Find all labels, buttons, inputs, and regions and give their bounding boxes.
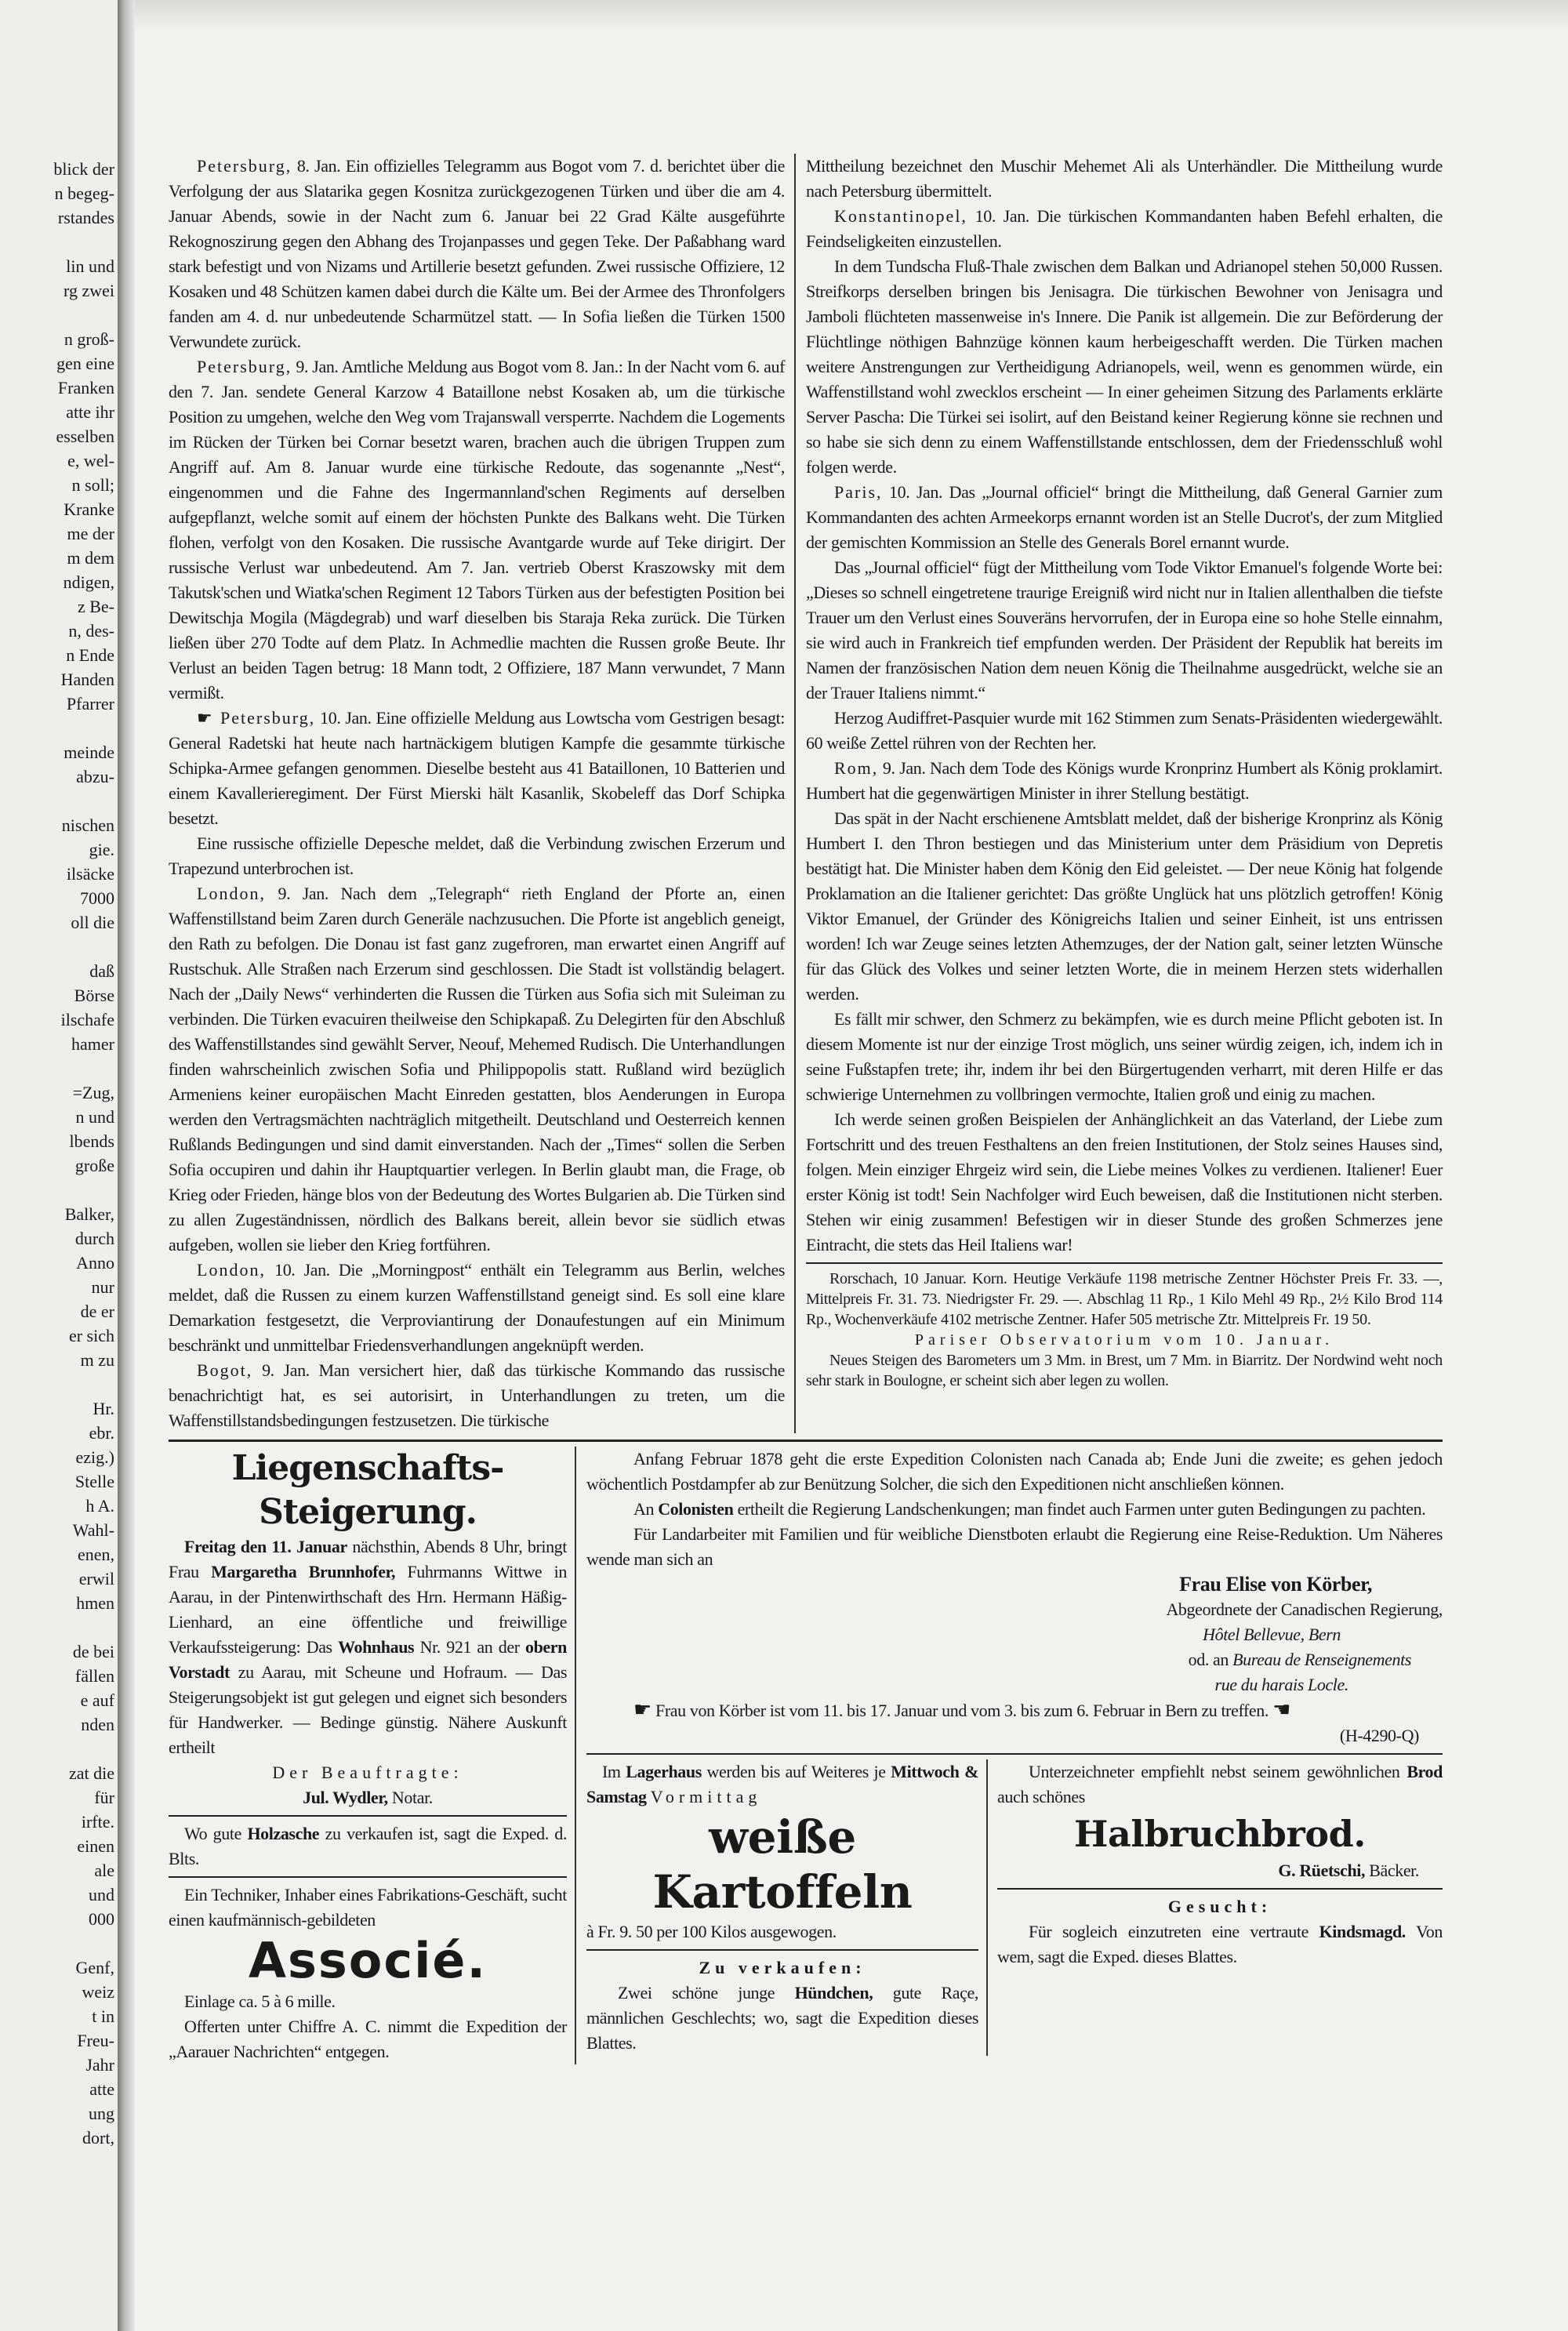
article-dateline: London, [197,1260,266,1280]
fragment-line: 7000 [80,888,114,908]
fragment-line: n groß- [64,329,114,349]
page-fold-shadow [118,0,135,2331]
pointing-hand-icon: ☛ [633,1698,652,1721]
canada-text: ertheilt die Regierung Landschenkungen; man findet auch Farmen unter guten Bedingungen zu pachten. [737,1499,1426,1519]
fragment-line: Franken [57,378,114,398]
fragment-line [53,1056,118,1080]
article-text: Herzog Audiffret-Pasquier wurde mit 162 Stimmen zum Senats-Präsidenten wiedergewählt. 60 weiße Zettel rühren von der Rechten her. [806,708,1443,753]
fragment-line: n und [75,1107,114,1127]
article-text: 9. Jan. Nach dem Tode des Königs wurde Kronprinz Humbert als König proklamirt. Humbert hat die gegenwärtigen Minister in ihrer Stellung bestätigt. [806,758,1443,803]
article-text: 10. Jan. Eine offizielle Meldung aus Lowtscha vom Gestrigen besagt: General Radetski hat heute nach hartnäckigem blutigen Kampfe die gesammte türkische Schipka-Armee gefangen genommen. Dieselbe besteht aus 41 Bataillonen, 10 Batterien und einem Kavallerieregiment. Der Fürst Mierski hält Kasanlik, Skobeleff das Dorf Schipka besetzt. [169,708,786,828]
fragment-line: große [74,1156,114,1175]
potatoes-text: Vormittag [650,1787,762,1806]
ash-item: Holzasche [247,1824,320,1843]
fragment-line: n, des- [68,621,114,641]
auction-text: Nr. 921 an der [419,1637,520,1657]
fragment-line: esselben [56,427,114,446]
fragment-line: hamer [71,1034,114,1054]
fragment-line: gie. [89,840,114,859]
ads-separator [169,1440,1443,1442]
article-dateline: ☛ Petersburg, [197,708,316,728]
auction-title: Liegenschafts-Steigerung. [231,1448,504,1532]
fragment-line: 000 [89,1909,114,1929]
fragment-line: erwil [78,1569,114,1588]
pointing-hand-icon: ☚ [1272,1698,1291,1721]
fragment-line: zat die [68,1763,114,1783]
fragment-line: t in [92,2006,114,2026]
article [169,1358,785,1433]
article-dateline: Petersburg, [197,156,292,176]
maid-text: Von wem, sagt die Exped. dieses Blattes. [997,1922,1443,1966]
ad-divider [586,1949,978,1951]
fragment-line: Hr. [93,1399,114,1418]
ad-divider [169,1876,567,1878]
previous-page-fragments [53,157,118,2150]
market-report: Rorschach, 10 Januar. Korn. Heutige Verkäufe 1198 metrische Zentner Höchster Preis Fr. 33. —, Mittelpreis Fr. 31. 73. Niedrigster Fr. 29. —. Abschlag 11 Rp., 1 Kilo Mehl 49 Rp., 2½ Kilo Brod 114 Rp., Wochenverkäufe 4102 metrische Zentner. Hafer 505 metrische Ztr. Mittelpreis Fr. 19 50. [806,1270,1443,1328]
canada-note: Frau von Körber ist vom 11. bis 17. Januar und vom 3. bis zum 6. Februar in Bern zu treffen. [655,1701,1269,1720]
fragment-line [53,1931,118,1955]
auction-agent-title: Notar. [391,1788,433,1807]
fragment-line: Jahr [85,2055,114,2075]
ad-ash [169,1821,567,1872]
ad-column-left [169,1447,576,2064]
fragment-line: Freu- [77,2031,114,2050]
fragment-line: Börse [74,986,114,1005]
fragment-line: n soll; [71,475,114,495]
fragment-line: Stelle [74,1472,114,1491]
article-text: Eine russische offizielle Depesche meldet, daß die Verbindung zwischen Erzerum und Trapezund unterbrochen ist. [169,833,785,878]
fragment-line: ndigen, [63,572,114,592]
small-ads-row [586,1759,1443,2056]
fragment-line: ebr. [89,1423,114,1443]
fragment-line: Wahl- [72,1520,114,1540]
fragment-line: de er [80,1302,114,1321]
fragment-line: ezig.) [75,1447,114,1467]
article [169,706,785,831]
maid-text: Für sogleich einzutreten eine vertraute [1029,1922,1308,1941]
bread-baker-title: Bäcker. [1369,1861,1419,1880]
canada-p3: Für Landarbeiter mit Familien und für weibliche Dienstboten erlaubt die Regierung eine Reise-Reduktion. Um Näheres wende man sich an [586,1524,1443,1569]
newspaper-page [169,154,1443,2064]
fragment-line: fällen [74,1666,114,1686]
fragment-line: n begeg- [54,183,114,203]
auction-owner: Margaretha Brunnhofer, [211,1562,396,1581]
auction-agent-label: Der Beauftragte: [272,1763,463,1782]
canada-contact-name: Frau Elise von Körber, [1179,1573,1372,1596]
news-column-1 [169,154,796,1433]
article-text: 9. Jan. Man versichert hier, daß das türkische Kommando das russische benachrichtigt hat, es sei autorisirt, in Unterhandlungen zu treten, um die Waffenstillstandsbedingungen festzusetzen. Die türkische [169,1360,785,1430]
potatoes-text: Im [602,1762,621,1781]
fragment-line [53,230,118,254]
article [806,254,1443,480]
article-dateline: Rom, [834,758,879,778]
page-top-edge [135,0,1568,31]
fragment-line: atte ihr [66,402,114,422]
bread-baker: G. Rüetschi, [1278,1861,1366,1880]
ad-potatoes [586,1759,988,2056]
ad-divider [997,1888,1443,1890]
puppies-text: Zwei schöne junge [618,1983,775,2002]
section-rule [806,1262,1443,1264]
article-text: Ich werde seinen großen Beispielen der Anhänglichkeit an das Vaterland, der Liebe zum Fortschritt und des treuen Festhaltens an den freien Institutionen, der Stolz seines Hauses sind, folgen. Mein einziger Ehrgeiz wird sein, die Liebe meines Volkes zu verdienen. Italiener! Euer erster König ist todt! Sein Nachfolger wird Euch beweisen, daß die Institutionen nicht sterben. Stehen wir einig zusammen! Befestigen wir in dieser Stunde des großen Schmerzes jene Eintracht, die stets das Heil Italiens war! [806,1109,1443,1254]
auction-agent: Jul. Wydler, [303,1788,388,1807]
news-section [169,154,1443,1433]
article-text: Das spät in der Nacht erschienene Amtsblatt meldet, daß der bisherige Kronprinz als König Humbert I. den Thron bestiegen und das Ministerium unter dem Präsidium von Depretis bestätigt hat. Die Minister haben dem König den Eid geleistet. — Der neue König hat folgende Proklamation an die Italiener gerichtet: Das größte Unglück hat uns plötzlich getroffen! König Viktor Emanuel, der Gründer des Königreichs Italien und seiner Einheit, ist uns entrissen worden! Ich war Zeuge seines letzten Athemzuges, der der Nation galt, seiner letzten Wünsche für das Glück des Volkes und seiner letzten Worte, die in meinem Herzen stets widerhallen werden. [806,808,1443,1004]
potatoes-headline: weiße Kartoffeln [652,1810,913,1919]
auction-text: Fuhrmanns Wittwe in Aarau, in der Pintenwirthschaft des Hrn. Hermann Häßig-Lienhard, an eine öffentliche und freiwillige Verkaufssteigerung: Das [169,1562,567,1657]
puppies-title: Zu verkaufen: [699,1958,866,1977]
article [806,806,1443,1007]
auction-date: Freitag den 11. Januar [184,1537,347,1556]
fragment-line [53,716,118,740]
ash-text: Wo gute [184,1824,241,1843]
fragment-line: n Ende [66,645,114,665]
article [806,204,1443,254]
fragment-line: dort, [82,2128,114,2148]
fragment-line: =Zug, [72,1083,114,1102]
bread-text: Unterzeichneter empfiehlt nebst seinem gewöhnlichen [1029,1762,1400,1781]
article-text: Das „Journal officiel“ fügt der Mittheilung vom Tode Viktor Emanuel's folgende Worte bei: „Dieses so schnell eingetretene traurige Ereigniß wird nicht nur in Italien allenthalben die tiefste Trauer um den Verlust eines Souveräns hervorrufen, der in Europa eine so hohe Stelle einnahm, sie wird auch in Frankreich tief empfunden werden. Der Präsident der Republik hat bereits im Namen der französischen Nation dem neuen König die Theilnahme ausgedrückt, welche sie an der Trauer Italiens nimmt.“ [806,557,1443,703]
bread-text: auch schönes [997,1787,1085,1806]
article [806,555,1443,706]
fragment-line: e auf [80,1690,114,1710]
ash-text: zu verkaufen ist, sagt die Exped. d. Blts. [169,1824,567,1868]
news-column-2-articles [806,154,1443,1258]
potatoes-price: à Fr. 9. 50 per 100 Kilos ausgewogen. [586,1922,837,1941]
fragment-line: Balker, [64,1204,114,1224]
observatory-title: Pariser Observatorium vom 10. Januar. [914,1331,1334,1349]
fragment-line: ilschafe [60,1010,114,1029]
fragment-line [53,935,118,959]
fragment-line: ilsäcke [66,864,114,884]
fragment-line: einen [77,1836,114,1856]
fragment-line [53,789,118,813]
fragment-line: daß [89,961,114,981]
auction-text: zu Aarau, mit Scheune und Hofraum. — Das Steigerungsobjekt ist gut gelegen und eignet sich besonders für Handwerker. — Bedinge günstig. Nähere Auskunft ertheilt [169,1662,568,1757]
fragment-line: ung [89,2104,114,2123]
article [169,154,785,354]
fragment-line [53,303,118,327]
fragment-line: oll die [71,913,114,932]
fragment-line: Pfarrer [66,694,114,713]
article-text: 10. Jan. Das „Journal officiel“ bringt die Mittheilung, daß General Garnier zum Kommandanten des achten Armeekorps ernannt worden ist an Stelle Ducrot's, der zum Mitglied der gemischten Kommission an Stelle des Generals Borel ernannt wurde. [806,482,1443,552]
ad-divider [169,1815,567,1817]
fragment-line: e, wel- [67,451,114,470]
article [169,1258,785,1358]
fragment-line: z Be- [77,597,114,616]
article-text: 9. Jan. Amtliche Meldung aus Bogot vom 8. Jan.: In der Nacht vom 6. auf den 7. Jan. sendete General Karzow 4 Bataillone nebst Kosaken ab, um die türkische Position zu umgehen, welche den Weg vom Trajanswall versperrte. Nachdem die Logements im Rücken der Türken bei Cornar besetzt waren, brachen auch die übrigen Truppen zum Angriff auf. Am 8. Januar wurde eine türkische Redoute, das sogenannte „Nest“, eingenommen und die Fahne des Ingermannland'schen Regiments auf derselben aufgepflanzt, welche somit auf einem der höchsten Punkte des Balkans weht. Die Türken flohen, verfolgt von den Kosaken. Die russische Avantgarde wurde auf Teke dirigirt. Der russische Verlust war unbedeutend. Am 7. Jan. vertrieb Oberst Kraszowsky mit dem Takutsk'schen und Wiatka'schen Regiment 12 Tabors Türken aus der befestigten Position bei Dewitschja Mogila (Mägdegrab) und warf dieselben bis Staraja Reka zurück. Die Türken ließen über 270 Todte auf dem Platz. In Achmedlie machten die Russen große Beute. Ihr Verlust an beiden Tagen betrug: 18 Mann todt, 2 Offiziere, 187 Mann verwundet, 7 Mann vermißt. [169,357,785,703]
article-text: Mittheilung bezeichnet den Muschir Mehemet Ali als Unterhändler. Die Mittheilung wurde nach Petersburg übermittelt. [806,156,1443,201]
article-text: In dem Tundscha Fluß-Thale zwischen dem Balkan und Adrianopel stehen 50,000 Russen. Streifkorps derselben bringen bis Jenisagra. Die türkischen Bewohner von Jenisagra und Jamboli flüchteten massenweise in's Innere. Die Panik ist allgemein. Die zur Beförderung der Flüchtlinge nöthigen Bahnzüge können kaum herbeigeschafft werden. Die Türken machen weitere Anstrengungen zur Vertheidigung Adrianopels, weil, wenn es genommen würde, ein Waffenstillstand wohl zwecklos erscheint — In einer geheimen Sitzung des Parlaments erklärte Server Pascha: Die Türkei sei isolirt, auf den Beistand keiner Regierung könne sie rechnen und so habe sie sich denn zu einem Waffenstillstande entschlossen, dem der Friedensschluß wohl folgen werde. [806,256,1443,477]
canada-colonists: Colonisten [658,1499,734,1519]
maid-title: Gesucht: [1167,1897,1272,1916]
auction-text: nächsthin, Abends 8 Uhr, bringt Frau [169,1537,567,1581]
fragment-line [53,1737,118,1761]
ad-column-right [576,1447,1443,2056]
ad-bread [988,1759,1443,1970]
fragment-line: lin und [66,256,114,276]
fragment-line: m zu [80,1350,114,1370]
bread-headline: Halbruchbrod. [1073,1813,1367,1855]
fragment-line: durch [74,1229,114,1248]
article [806,480,1443,555]
associe-deposit: Einlage ca. 5 à 6 mille. [184,1992,336,2011]
article [806,1007,1443,1107]
article-dateline: Bogot, [197,1360,253,1380]
fragment-line [53,1615,118,1639]
canada-street: rue du harais Locle. [1214,1675,1348,1694]
ads-section [169,1447,1443,2064]
fragment-line: nischen [61,815,114,835]
fragment-line: rstandes [57,208,114,227]
article-dateline: Petersburg, [197,357,292,376]
fragment-line: nur [91,1277,114,1297]
fragment-line: blick der [53,159,114,179]
fragment-line: Handen [60,670,114,689]
ad-associe [169,1883,567,2064]
fragment-line: Genf, [75,1958,114,1977]
fragment-line [53,1372,118,1396]
article [806,154,1443,204]
fragment-line: abzu- [76,767,114,786]
previous-page-edge [0,0,118,2331]
associe-offers: Offerten unter Chiffre A. C. nimmt die Expedition der „Aarauer Nachrichten“ entgegen. [169,2017,567,2061]
potatoes-text: werden bis auf Weiteres je [706,1762,886,1781]
canada-or: od. an [1188,1650,1229,1669]
potatoes-days: Mittwoch & Samstag [586,1762,978,1806]
associe-intro: Ein Techniker, Inhaber eines Fabrikations-Geschäft, sucht einen kaufmännisch-gebildeten [169,1885,567,1930]
ad-auction [169,1447,567,1810]
bread-item: Brod [1406,1762,1443,1781]
potatoes-place: Lagerhaus [626,1762,702,1781]
maid-item: Kindsmagd. [1319,1922,1406,1941]
fragment-line: enen, [77,1545,114,1564]
fragment-line: nden [81,1715,114,1734]
canada-p1: Anfang Februar 1878 geht die erste Expedition Colonisten nach Canada ab; Ende Juni die zweite; es gehen jedoch wöchentlich Postdampfer ab zur Benützung Solcher, die sich den Expeditionen nicht anschließen können. [586,1449,1443,1494]
fragment-line: lbends [69,1131,114,1151]
canada-contact-role: Abgeordnete der Canadischen Regierung, [1166,1599,1443,1619]
canada-hotel: Hôtel Bellevue, Bern [1203,1625,1341,1644]
fragment-line: gen eine [56,354,114,373]
fragment-line: Anno [76,1253,114,1273]
article-dateline: Konstantinopel, [834,206,967,226]
fragment-line: m dem [67,548,114,568]
fragment-line [53,1178,118,1202]
article-dateline: Paris, [834,482,883,502]
article-text: Es fällt mir schwer, den Schmerz zu bekämpfen, wie es durch meine Pflicht geboten ist. In diesem Momente ist nur der einzige Trost möglich, uns seiner würdig zeigen, ich, indem ich in seine Fußstapfen trete; ihr, indem ihr bei den Bürgertugenden verharrt, mit deren Hilfe er das schwierige Unternehmen zu vollbringen vermochte, Italien groß und einig zu machen. [806,1009,1443,1104]
fragment-line: ale [94,1861,114,1880]
canada-text: An [633,1499,655,1519]
fragment-line: er sich [68,1326,114,1345]
fragment-line: Kranke [64,499,114,519]
article-text: 10. Jan. Die „Morningpost“ enthält ein Telegramm aus Berlin, welches meldet, daß die Russen zu einem kurzen Waffenstillstand geneigt sind. Es soll eine klare Demarkation festgesetzt, die Verproviantirung der Donaufestungen auf ein Minimum beschränkt und unmittelbar Friedensverhandlungen angeknüpft werden. [169,1260,785,1355]
ad-canada-emigration [586,1447,1443,1748]
fragment-line: und [89,1885,114,1904]
fragment-line: me der [67,524,114,543]
fragment-line: für [94,1788,114,1807]
puppies-item: Hündchen, [794,1983,873,2002]
canada-code: (H-4290-Q) [1339,1726,1419,1745]
auction-location: obern Vorstadt [169,1637,568,1682]
fragment-line: atte [89,2079,114,2099]
observatory-report: Neues Steigen des Barometers um 3 Mm. in Brest, um 7 Mm. in Biarritz. Der Nordwind weht noch sehr stark in Boulogne, er scheint sich aber legen zu wollen. [806,1352,1443,1389]
ad-divider [586,1753,1443,1755]
article [806,756,1443,806]
canada-bureau: Bureau de Renseignements [1232,1650,1411,1669]
puppies-text: gute Raçe, männlichen Geschlechts; wo, sagt die Expedition dieses Blattes. [586,1983,978,2053]
article-text: 8. Jan. Ein offizielles Telegramm aus Bogot vom 7. d. berichtet über die Verfolgung der aus Slatarika gegen Kosnitza zurückgezogenen Türken und über die am 4. Januar Abends, sowie in der Nacht zum 6. Januar bei 22 Grad Kälte ausgeführte Rekognoszirung gegen den Abhang des Trojanpasses und gegen Teke. Der Paßabhang ward stark befestigt und von Nizams und Artillerie besetzt gefunden. Zwei russische Offiziere, 12 Kosaken und 48 Schützen kamen dabei durch die Kälte um. Bei der Armee des Thronfolgers fanden am 4. d. nur unbedeutende Scharmützel statt. — In Sofia ließen die Türken 1500 Verwundete zurück. [169,156,786,351]
auction-house: Wohnhaus [338,1637,415,1657]
associe-headline: Associé. [249,1932,487,1989]
fragment-line: rg zwei [64,281,114,300]
fragment-line: weiz [82,1982,114,2002]
article [169,881,785,1258]
article-text: 10. Jan. Die türkischen Kommandanten haben Befehl erhalten, die Feindseligkeiten einzustellen. [806,206,1443,251]
fragment-line: hmen [76,1593,114,1613]
fragment-line: h A. [85,1496,114,1516]
fragment-line: meinde [64,743,114,762]
article-dateline: London, [197,884,266,903]
article [806,706,1443,756]
article [806,1107,1443,1258]
article-text: 9. Jan. Nach dem „Telegraph“ rieth England der Pforte an, einen Waffenstillstand beim Zaren durch Generäle nachzusuchen. Die Pforte ist angeblich geneigt, den Rath zu befolgen. Die Donau ist fast ganz zugefroren, man erwartet einen Angriff auf Rustschuk. Alle Straßen nach Erzerum sind geschlossen. Die Stadt ist vollständig belagert. Nach der „Daily News“ verhinderten die Russen die Türken aus Sofia sich mit Suleiman zu verbinden. Die Türken evacuiren theilweise den Schipkapaß. Zu Delegirten für den Abschluß des Waffenstillstandes sind gewählt Server, Neouf, Mehemed Rudisch. Die Unterhandlungen finden wahrscheinlich zwischen Sofia und Philippopolis statt. Rußland wird bezüglich Armeniens keiner europäischen Macht Einreden gestatten, blos Aenderungen in Europa werden den Vertragsmächten nachträglich mitgetheilt. Deutschland und Oesterreich kennen Rußlands Bedingungen und sind damit einverstanden. Nach der „Times“ sollen die Serben Sofia occupiren und dahin ihr Hauptquartier verlegen. In Berlin glaubt man, die Frage, ob Krieg oder Frieden, hänge blos von der Bedeutung des Wortes Bulgarien ab. Die Türken sind zu allen Zugeständnissen, nördlich des Balkans bereit, allein bevor sie südlich etwas aufgeben, wollen sie lieber den Krieg fortführen. [169,884,785,1254]
news-column-2 [796,154,1443,1391]
fragment-line: irfte. [81,1812,114,1832]
article [169,831,785,881]
article [169,354,785,706]
fragment-line: de bei [72,1642,114,1661]
